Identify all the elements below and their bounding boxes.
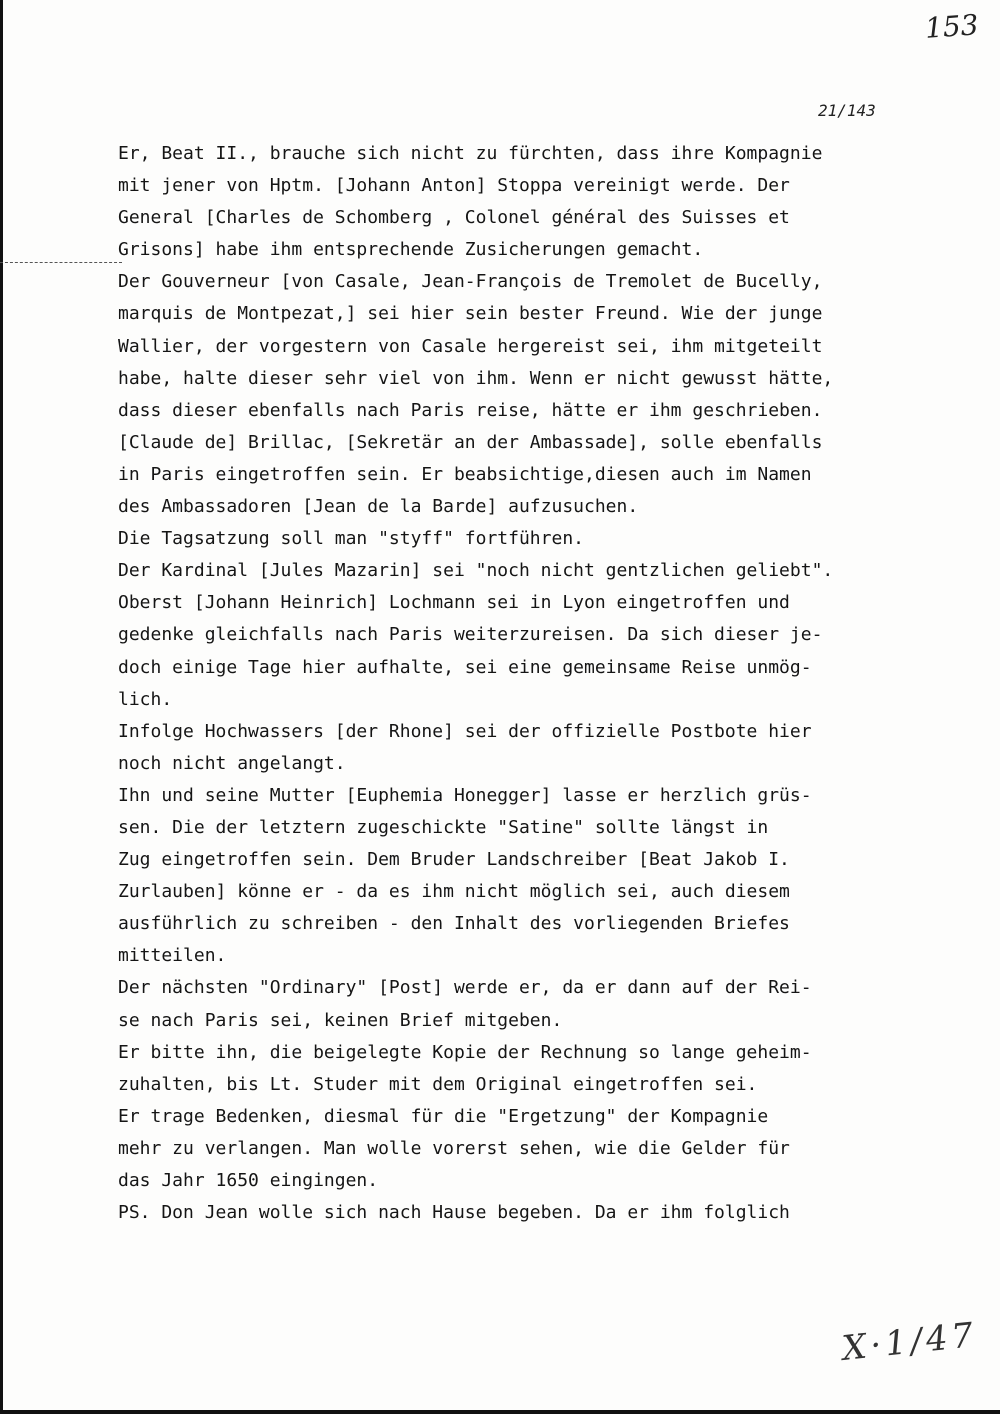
text-line: Er bitte ihn, die beigelegte Kopie der Rechnung so lange geheim- (118, 1041, 812, 1063)
text-line: des Ambassadoren [Jean de la Barde] aufzusuchen. (118, 496, 639, 518)
handwritten-signature: X·1/47 (840, 1315, 980, 1369)
text-line: Infolge Hochwassers [der Rhone] sei der offizielle Postbote hier (118, 720, 812, 742)
text-line: Zug eingetroffen sein. Dem Bruder Landschreiber [Beat Jakob I. (118, 849, 790, 871)
text-line: ausführlich zu schreiben - den Inhalt des vorliegenden Briefes (118, 913, 790, 935)
folio-number: 153 (923, 8, 980, 45)
text-line: Der nächsten "Ordinary" [Post] werde er, da er dann auf der Rei- (118, 977, 812, 999)
body-text (118, 138, 948, 1229)
text-line: zuhalten, bis Lt. Studer mit dem Original eingetroffen sei. (118, 1073, 758, 1095)
text-line: doch einige Tage hier aufhalte, sei eine gemeinsame Reise unmög- (118, 656, 812, 678)
text-line: mitteilen. (118, 945, 227, 967)
text-line: das Jahr 1650 eingingen. (118, 1170, 379, 1191)
text-line: Er, Beat II., brauche sich nicht zu fürchten, dass ihre Kompagnie (118, 143, 823, 164)
text-line: Der Gouverneur [von Casale, Jean-François de Tremolet de Bucelly, (118, 271, 823, 293)
text-line: Zurlauben] könne er - da es ihm nicht möglich sei, auch diesem (118, 881, 790, 903)
text-line: PS. Don Jean wolle sich nach Hause begeben. Da er ihm folglich (118, 1202, 790, 1224)
text-line: Der Kardinal [Jules Mazarin] sei "noch nicht gentzlichen geliebt". (118, 560, 834, 582)
text-line: Er trage Bedenken, diesmal für die "Ergetzung" der Kompagnie (118, 1105, 769, 1127)
text-line: General [Charles de Schomberg , Colonel général des Suisses et (118, 207, 790, 229)
text-line: marquis de Montpezat,] sei hier sein bester Freund. Wie der junge (118, 303, 823, 325)
text-line: lich. (118, 688, 173, 710)
text-line: dass dieser ebenfalls nach Paris reise, hätte er ihm geschrieben. (118, 399, 823, 421)
text-line: se nach Paris sei, keinen Brief mitgeben. (118, 1009, 563, 1031)
text-line: habe, halte dieser sehr viel von ihm. Wenn er nicht gewusst hätte, (118, 367, 834, 389)
text-line: Ihn und seine Mutter [Euphemia Honegger] lasse er herzlich grüs- (118, 784, 812, 806)
text-line: sen. Die der letztern zugeschickte "Satine" sollte längst in (118, 816, 769, 838)
text-line: Wallier, der vorgestern von Casale hergereist sei, ihm mitgeteilt (118, 335, 823, 357)
margin-rule (0, 262, 122, 263)
scan-edge-left (0, 0, 3, 1414)
document-reference: 21/143 (818, 101, 876, 120)
text-line: Die Tagsatzung soll man "styff" fortführen. (118, 528, 584, 550)
scan-edge-bottom (0, 1410, 1000, 1414)
text-line: in Paris eingetroffen sein. Er beabsichtige,diesen auch im Namen (118, 463, 812, 485)
text-line: gedenke gleichfalls nach Paris weiterzureisen. Da sich dieser je- (118, 624, 823, 646)
text-line: mehr zu verlangen. Man wolle vorerst sehen, wie die Gelder für (118, 1137, 790, 1159)
text-line: Grisons] habe ihm entsprechende Zusicherungen gemacht. (118, 239, 704, 261)
text-line: noch nicht angelangt. (118, 752, 346, 774)
text-line: [Claude de] Brillac, [Sekretär an der Ambassade], solle ebenfalls (118, 431, 823, 453)
text-line: mit jener von Hptm. [Johann Anton] Stoppa vereinigt werde. Der (118, 175, 790, 197)
text-line: Oberst [Johann Heinrich] Lochmann sei in Lyon eingetroffen und (118, 592, 790, 614)
